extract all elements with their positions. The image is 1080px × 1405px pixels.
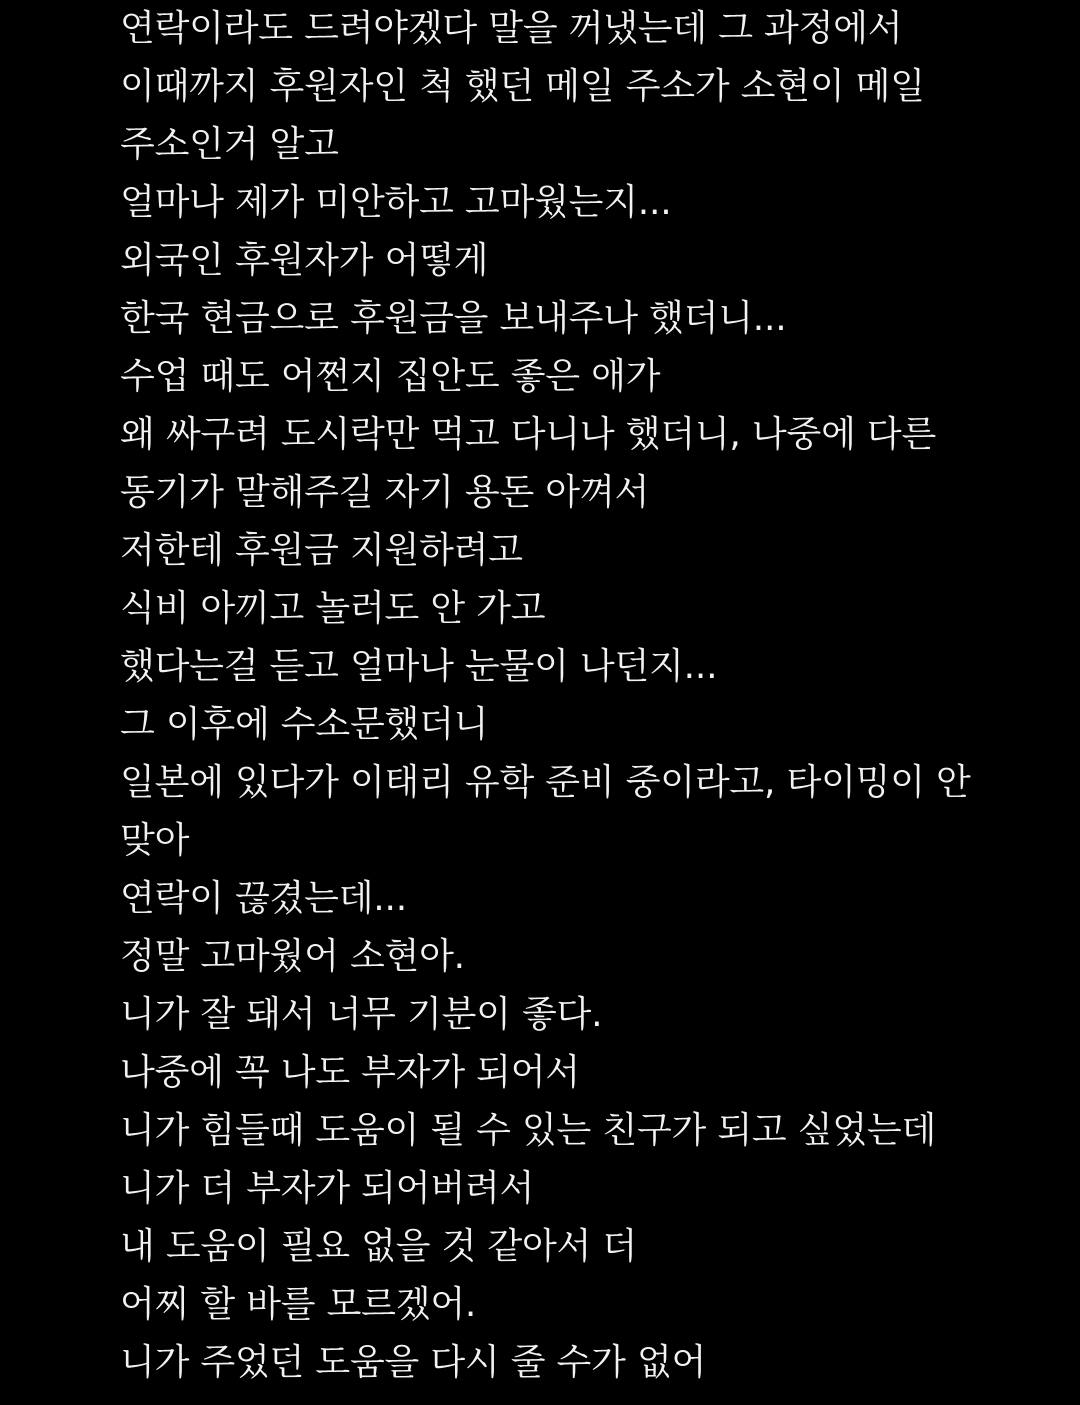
text-line: 왜 싸구려 도시락만 먹고 다니나 했더니, 나중에 다른 xyxy=(120,414,937,455)
text-line: 내 도움이 필요 없을 것 같아서 더 xyxy=(120,1226,637,1267)
text-line: 일본에 있다가 이태리 유학 준비 중이라고, 타이밍이 안 xyxy=(120,762,971,803)
text-line: 동기가 말해주길 자기 용돈 아껴서 xyxy=(120,472,650,513)
text-line: 맞아 xyxy=(120,820,190,861)
text-line: 어찌 할 바를 모르겠어. xyxy=(120,1284,477,1325)
text-line: 니가 힘들때 도움이 될 수 있는 친구가 되고 싶었는데 xyxy=(120,1110,937,1151)
text-line: 니가 잘 돼서 너무 기분이 좋다. xyxy=(120,994,603,1035)
text-line: 그 이후에 수소문했더니 xyxy=(120,704,489,745)
text-line: 했다는걸 듣고 얼마나 눈물이 나던지... xyxy=(120,646,718,687)
text-line: 주소인거 알고 xyxy=(120,124,339,165)
text-line: 한국 현금으로 후원금을 보내주나 했더니... xyxy=(120,298,787,339)
text-line: 얼마나 제가 미안하고 고마웠는지... xyxy=(120,182,672,223)
text-line: 외국인 후원자가 어떻게 xyxy=(120,240,489,281)
post-text-body xyxy=(120,0,1040,1392)
text-line: 연락이 끊겼는데... xyxy=(120,878,408,919)
text-line: 식비 아끼고 놀러도 안 가고 xyxy=(120,588,546,629)
text-line: 니가 주었던 도움을 다시 줄 수가 없어 xyxy=(120,1342,707,1383)
text-line: 나중에 꼭 나도 부자가 되어서 xyxy=(120,1052,580,1093)
text-line: 연락이라도 드려야겠다 말을 꺼냈는데 그 과정에서 xyxy=(120,8,903,49)
text-line: 니가 더 부자가 되어버려서 xyxy=(120,1168,535,1209)
text-line: 저한테 후원금 지원하려고 xyxy=(120,530,523,571)
text-line: 이때까지 후원자인 척 했던 메일 주소가 소현이 메일 xyxy=(120,66,925,107)
text-line: 정말 고마웠어 소현아. xyxy=(120,936,465,977)
text-line: 수업 때도 어쩐지 집안도 좋은 애가 xyxy=(120,356,661,397)
